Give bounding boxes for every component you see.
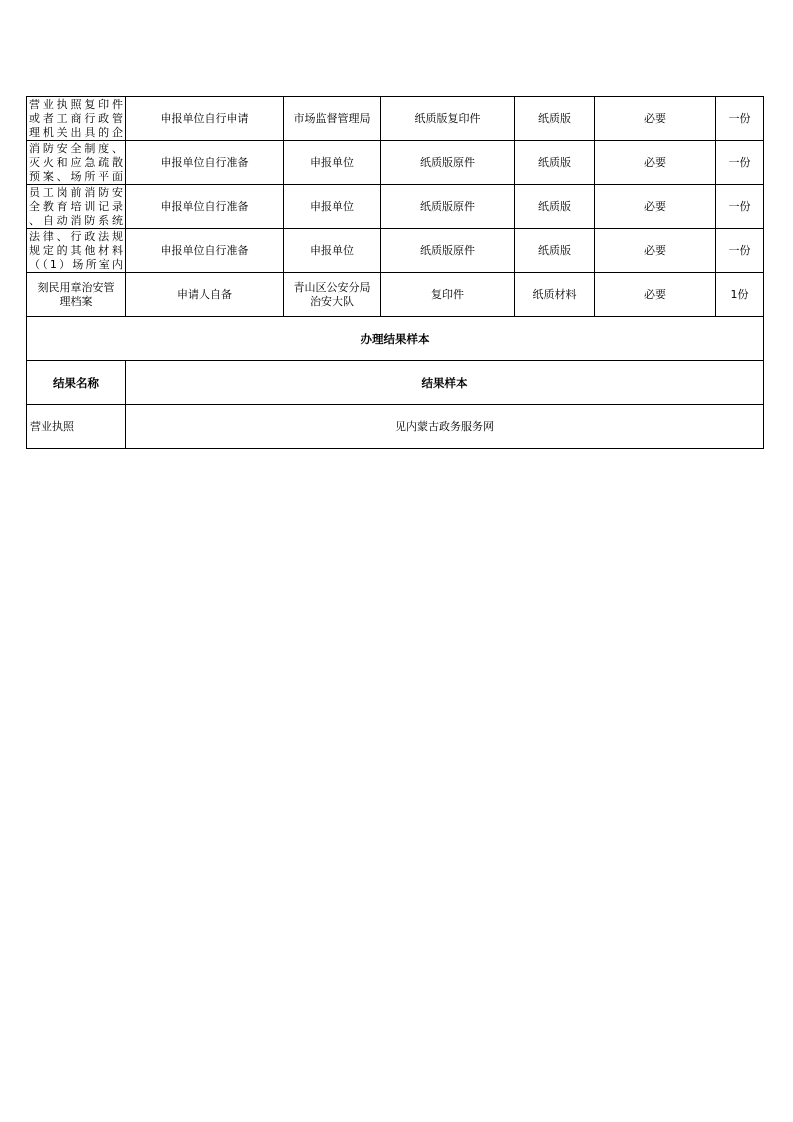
material-source-cell: 申报单位自行准备 (126, 141, 284, 185)
material-form-cell: 纸质版原件 (381, 229, 515, 273)
material-name-cell: 员工岗前消防安 全教育培训记录 、自动消防系统 (27, 185, 126, 229)
result-header-row (27, 361, 764, 405)
material-type-cell: 纸质版 (515, 185, 595, 229)
result-section-title-row (27, 317, 764, 361)
result-sample-cell: 见内蒙古政务服务网 (126, 405, 764, 449)
result-sample-header: 结果样本 (126, 361, 764, 405)
material-row (27, 185, 764, 229)
material-source-cell: 申请人自备 (126, 273, 284, 317)
material-provider-cell: 青山区公安分局 治安大队 (284, 273, 381, 317)
material-provider-cell: 市场监督管理局 (284, 97, 381, 141)
material-row (27, 141, 764, 185)
material-provider-cell: 申报单位 (284, 185, 381, 229)
material-form-cell: 复印件 (381, 273, 515, 317)
material-provider-cell: 申报单位 (284, 229, 381, 273)
material-name-cell: 法律、行政法规 规定的其他材料 （（1）场所室内 (27, 229, 126, 273)
material-required-cell: 必要 (595, 273, 716, 317)
material-required-cell: 必要 (595, 97, 716, 141)
materials-table (26, 96, 764, 449)
material-name-cell: 消防安全制度、 灭火和应急疏散 预案、场所平面 (27, 141, 126, 185)
material-name-cell: 营业执照复印件 或者工商行政管 理机关出具的企 (27, 97, 126, 141)
material-source-cell: 申报单位自行准备 (126, 229, 284, 273)
material-required-cell: 必要 (595, 185, 716, 229)
material-source-cell: 申报单位自行准备 (126, 185, 284, 229)
material-count-cell: 一份 (716, 141, 764, 185)
material-count-cell: 一份 (716, 185, 764, 229)
material-form-cell: 纸质版原件 (381, 185, 515, 229)
result-section-title: 办理结果样本 (27, 317, 764, 361)
material-type-cell: 纸质版 (515, 141, 595, 185)
material-form-cell: 纸质版原件 (381, 141, 515, 185)
material-count-cell: 一份 (716, 97, 764, 141)
result-name-cell: 营业执照 (27, 405, 126, 449)
material-type-cell: 纸质版 (515, 97, 595, 141)
material-source-cell: 申报单位自行申请 (126, 97, 284, 141)
result-row (27, 405, 764, 449)
materials-body (27, 97, 764, 449)
material-provider-cell: 申报单位 (284, 141, 381, 185)
material-required-cell: 必要 (595, 141, 716, 185)
material-row (27, 229, 764, 273)
material-form-cell: 纸质版复印件 (381, 97, 515, 141)
material-count-cell: 1份 (716, 273, 764, 317)
result-name-header: 结果名称 (27, 361, 126, 405)
material-name-cell: 刻民用章治安管 理档案 (27, 273, 126, 317)
material-count-cell: 一份 (716, 229, 764, 273)
material-row (27, 97, 764, 141)
material-type-cell: 纸质材料 (515, 273, 595, 317)
material-type-cell: 纸质版 (515, 229, 595, 273)
material-required-cell: 必要 (595, 229, 716, 273)
material-row (27, 273, 764, 317)
